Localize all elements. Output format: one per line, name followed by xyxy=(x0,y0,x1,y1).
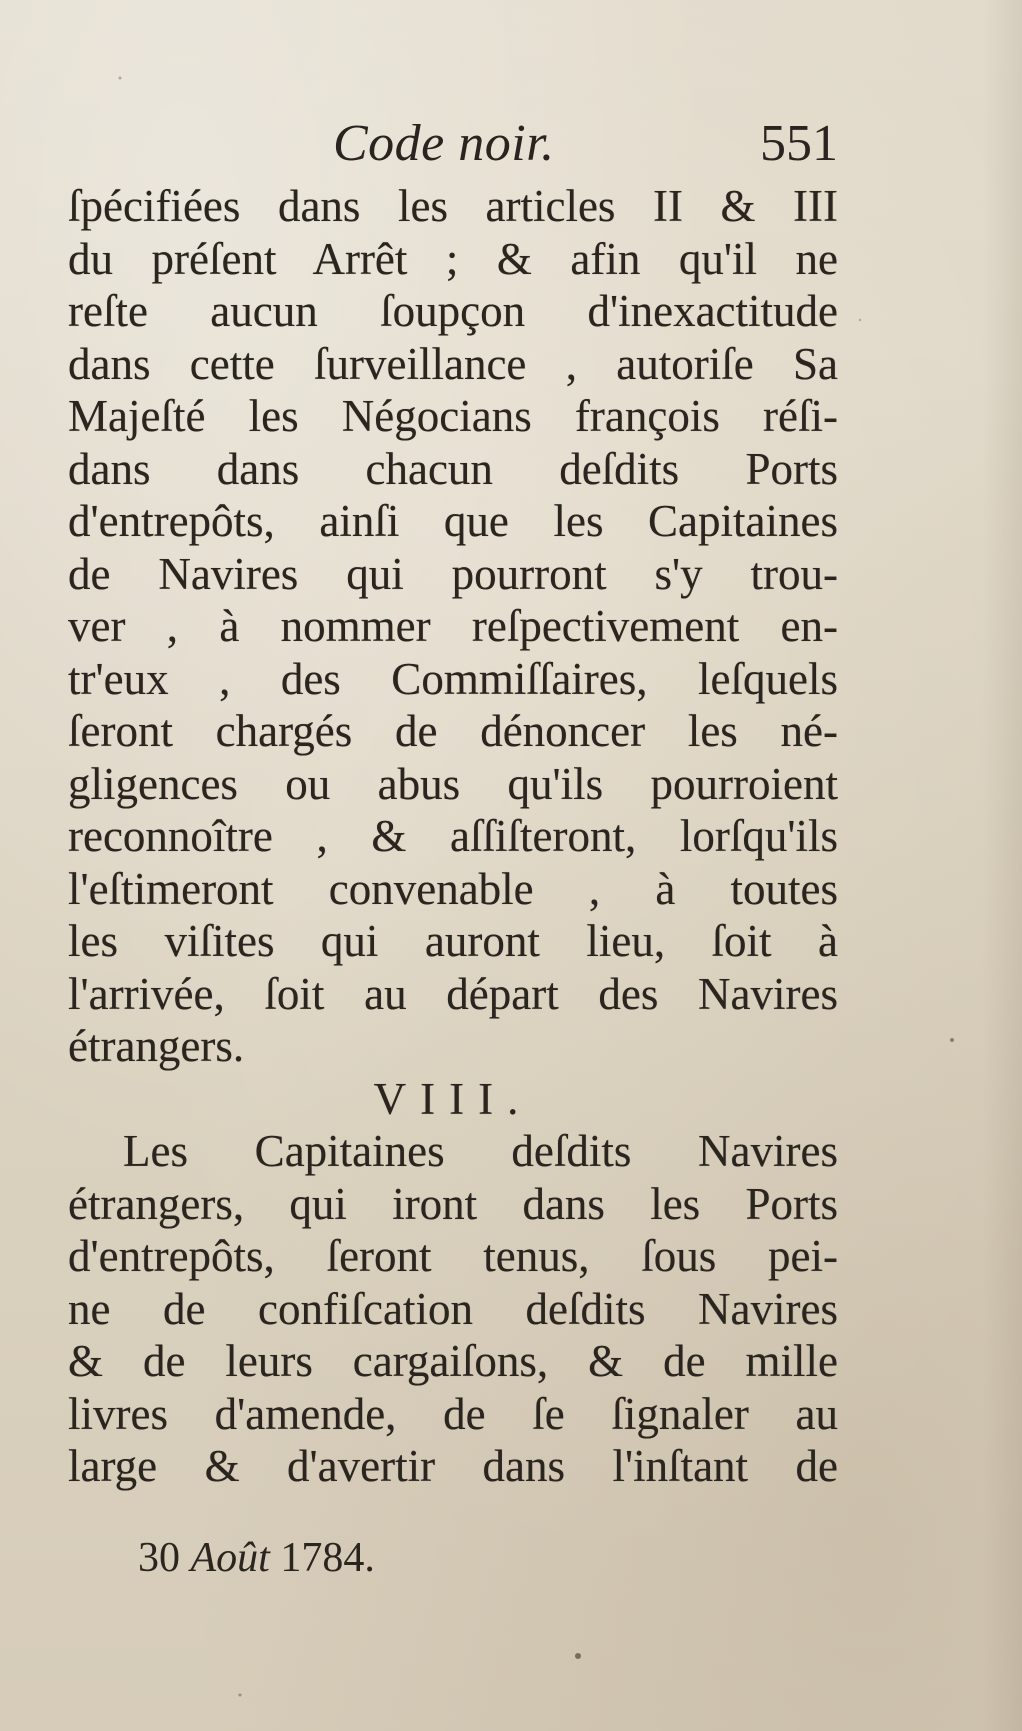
running-head xyxy=(68,112,838,176)
running-title: Code noir. xyxy=(333,115,555,172)
text-line: l'arrivée, ſoit au départ des Navires xyxy=(68,968,838,1019)
text-line: gligences ou abus qu'ils pourroient xyxy=(68,758,838,809)
page-edge-shadow xyxy=(982,0,1022,1731)
text-line: étrangers. xyxy=(68,1021,245,1071)
text-line: d'entrepôts, ainſi que les Capitaines xyxy=(68,496,838,546)
footer-year: 1784. xyxy=(280,1535,375,1581)
text-line: dans cette ſurveillance , autoriſe Sa xyxy=(68,338,838,389)
text-line: de Navires qui pourront s'y trou- xyxy=(68,548,838,599)
text-line: les viſites qui auront lieu, ſoit à xyxy=(68,916,838,966)
text-line: du préſent Arrêt ; & afin qu'il ne xyxy=(68,233,838,284)
section-text-line: d'entrepôts, ſeront tenus, ſous pei- xyxy=(68,1231,838,1281)
text-line: ver , à nommer reſpectivement en- xyxy=(68,601,838,651)
footer-date xyxy=(138,1530,375,1586)
section-text-line: & de leurs cargaiſons, & de mille xyxy=(68,1336,838,1386)
section-text-line: étrangers, qui iront dans les Ports xyxy=(68,1178,838,1229)
text-line: ſeront chargés de dénoncer les né- xyxy=(68,706,838,756)
text-line: reſte aucun ſoupçon d'inexactitude xyxy=(68,286,838,336)
section-heading: VIII. xyxy=(373,1073,533,1124)
text-line: dans dans chacun deſdits Ports xyxy=(68,443,838,494)
text-line: reconnoître , & aſſiſteront, lorſqu'ils xyxy=(68,811,838,861)
section-text-line: ne de confiſcation deſdits Navires xyxy=(68,1283,838,1334)
text-line: Majeſté les Négocians françois réſi- xyxy=(68,391,838,441)
text-line: ſpécifiées dans les articles II & III xyxy=(68,181,838,231)
section-text-line: large & d'avertir dans l'inſtant de xyxy=(68,1441,838,1491)
text-line: tr'eux , des Commiſſaires, leſquels xyxy=(68,653,838,704)
footer-month: Août xyxy=(190,1535,270,1581)
section-text-line: livres d'amende, de ſe ſignaler au xyxy=(68,1388,838,1439)
body-text xyxy=(68,180,838,1493)
section-text-line: Les Capitaines deſdits Navires xyxy=(123,1126,838,1176)
footer-day: 30 xyxy=(138,1535,180,1581)
page-number: 551 xyxy=(760,115,838,172)
text-line: l'eſtimeront convenable , à toutes xyxy=(68,863,838,914)
